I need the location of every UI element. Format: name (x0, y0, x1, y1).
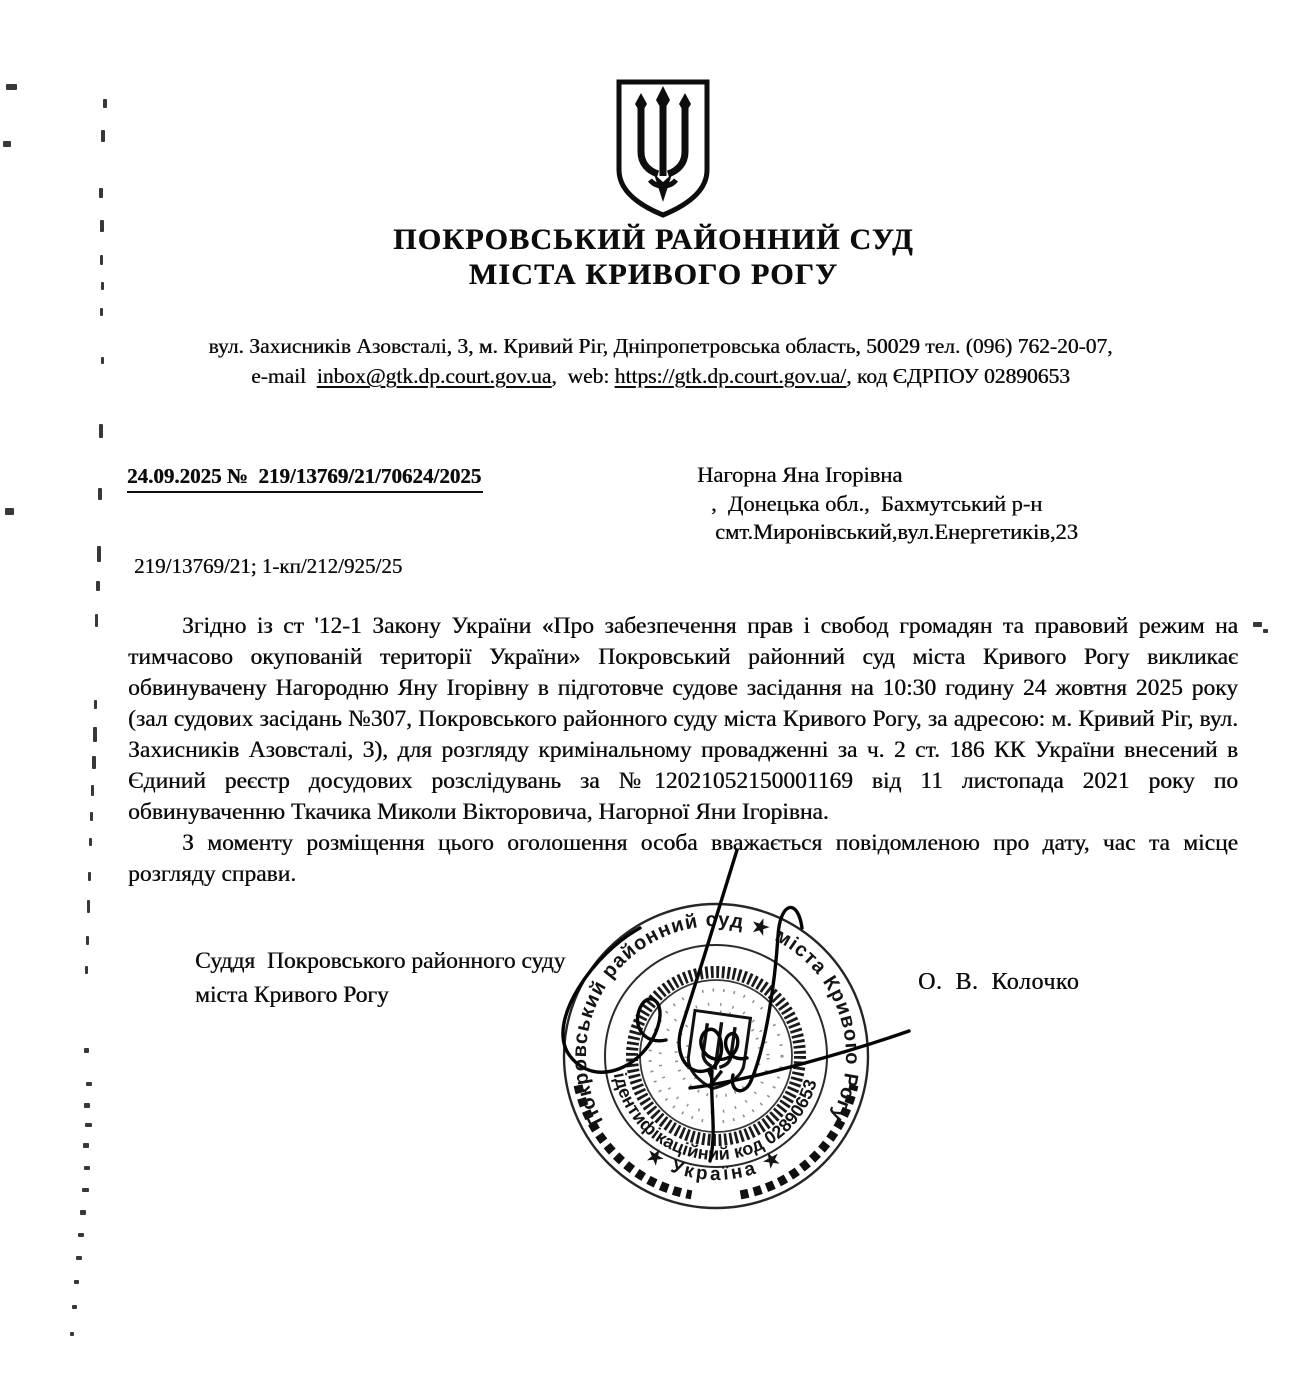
scan-artifact (99, 424, 103, 438)
scan-artifact (83, 1143, 89, 1148)
recipient-address-line2: смт.Миронівський,вул.Енергетиків,23 (715, 519, 1078, 544)
scan-artifact (101, 357, 104, 364)
web-label: , web: (551, 364, 615, 388)
seal-code-ring-text: ідентифікаційний код 02890653 (609, 1070, 821, 1165)
seal-country-text: ★ Україна ★ (642, 1144, 785, 1186)
scan-artifact (95, 614, 98, 627)
email-value: inbox@gtk.dp.court.gov.ua (316, 364, 552, 388)
body-paragraph-2: З моменту розміщення цього оголошення особа вважається повідомленою про дату, час та місце розгляду справи. (128, 830, 1238, 887)
scan-artifact (1253, 622, 1262, 627)
scan-artifact (70, 1332, 74, 1336)
scan-artifact (74, 1280, 79, 1284)
scan-artifact (94, 700, 97, 709)
scan-artifact (100, 220, 104, 232)
judge-name: О. В. Колочко (918, 969, 1080, 995)
scan-artifact (85, 1123, 92, 1127)
scan-artifact (93, 727, 97, 742)
scan-artifact (6, 84, 17, 90)
court-seal-and-signature (540, 830, 920, 1240)
web-value: https://gtk.dp.court.gov.ua/ (614, 364, 847, 388)
scan-artifact (88, 872, 91, 881)
scan-artifact (76, 1256, 82, 1260)
body-paragraph-1: Згідно із ст '12-1 Закону України «Про забезпечення прав і свобод громадян та правовий режим на тимчасово окупованій території України» Покровський районний суд міста Кривого Рогу викликає обвинувачену Нагородню Яну Ігорівну в підготовче судове засідання на 10:30 годину 24 жовтня 2025 року (зал судових засідань №307, Покровського районного суду міста Кривого Рогу, за адресою: м. Кривий Ріг, вул. Захисників Азовсталі, 3), для розгляду кримінальному провадженні за ч. 2 ст. 186 КК України внесений в Єдиний реєстр досудових розслідувань за №12021052150001169 від 11 листопада 2021 року по обвинуваченню Ткачика Миколи Вікторовича, Нагорної Яни Ігорівна. (128, 613, 1238, 825)
scan-artifact (89, 838, 92, 846)
trident-emblem-icon (610, 76, 716, 222)
scan-artifact (98, 488, 102, 500)
scan-artifact (86, 1082, 92, 1086)
scan-artifact (84, 1166, 90, 1170)
scan-artifact (99, 188, 103, 198)
court-address-line: вул. Захисників Азовсталі, 3, м. Кривий Ріг, Дніпропетровська область, 50029 тел. (096) 762-20-07, (208, 334, 1113, 358)
scan-artifact (92, 756, 96, 769)
scan-artifact (86, 936, 89, 945)
scan-artifact (78, 1233, 84, 1237)
email-label: e-mail (251, 364, 317, 388)
scan-artifact (5, 508, 14, 515)
scan-artifact (91, 785, 94, 796)
recipient-address-line1: , Донецька обл., Бахмутський р-н (711, 490, 1043, 516)
court-contact-line (14, 361, 1307, 391)
judge-title-line2: міста Кривого Рогу (195, 982, 389, 1008)
outgoing-date-number: 24.09.2025 № 219/13769/21/70624/2025 (127, 464, 483, 493)
scan-artifact (3, 141, 11, 147)
judge-title-block (195, 944, 565, 1012)
scan-artifact (85, 966, 88, 974)
scan-artifact (97, 546, 101, 562)
scan-artifact (100, 255, 103, 265)
scan-artifact (101, 130, 105, 142)
scan-artifact (84, 1103, 90, 1108)
scan-artifact (72, 1305, 77, 1309)
court-title-line1: ПОКРОВСЬКИЙ РАЙОННИЙ СУД (393, 223, 914, 256)
seal-outer-ring-text: Покровський районний суд ★ міста Кривого Рогу (568, 908, 864, 1129)
recipient-block (697, 461, 1078, 547)
scan-artifact (96, 581, 100, 591)
scan-artifact (103, 99, 107, 108)
scan-artifact (82, 1188, 89, 1192)
court-title (0, 222, 1307, 292)
court-title-line2: МІСТА КРИВОГО РОГУ (468, 258, 839, 291)
scan-artifact (100, 308, 103, 316)
scan-artifact (80, 1210, 86, 1215)
scan-artifact (1263, 629, 1268, 633)
scan-artifact (90, 812, 93, 821)
scan-artifact (101, 282, 104, 290)
case-numbers: 219/13769/21; 1-кп/212/925/25 (134, 554, 403, 578)
judge-title-line1: Суддя Покровського районного суду (195, 948, 566, 974)
recipient-name: Нагорна Яна Ігорівна (697, 462, 903, 487)
scan-artifact (87, 900, 90, 913)
scan-artifact (84, 1048, 89, 1053)
edrpou-code: , код ЄДРПОУ 02890653 (846, 364, 1070, 388)
court-contacts (0, 331, 1307, 391)
